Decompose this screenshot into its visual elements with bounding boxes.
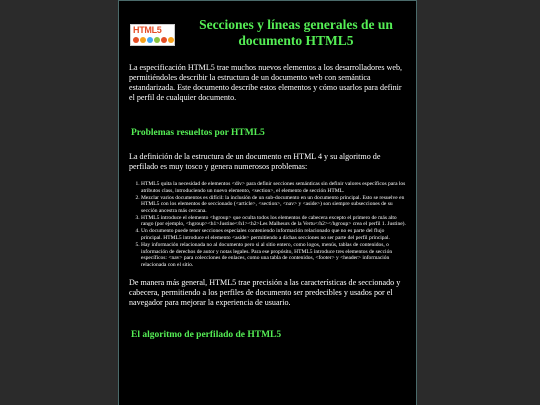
intro-paragraph: La especificación HTML5 trae muchos nuevos elementos a los desarrolladores web, permitiéndoles describir la estructura de un documento web con semántica estandarizada. Este documento describe estos elementos y cómo usarlos para definir el perfil de cualquier documento. [129,63,403,102]
section1-closing: De manera más general, HTML5 trae precisión a las características de seccionado y cabecera, permitiendo a los perfiles de documento ser predecibles y usados por el navegador para mejorar la experiencia de usuario. [129,278,401,308]
logo-text: HTML5 [133,25,162,35]
html5-logo [130,24,175,46]
section-heading-problems: Problemas resueltos por HTML5 [131,128,265,138]
section-heading-algorithm: El algoritmo de perfilado de HTML5 [131,330,282,341]
section1-lead: La definición de la estructura de un documento en HTML 4 y su algoritmo de perfilado es muy tosco y genera numerosos problemas: [129,152,381,171]
document-frame [118,0,417,405]
list-item: 4. Un documento puede tener secciones especiales conteniendo información relacionado que no es parte del flujo principal. HTML5 introduce el elemento <aside> permitiendo a dichas secciones no ser parte del perfil principal. [141,228,406,241]
list-item: 1. HTML5 quita la necesidad de elementos <div> para definir secciones semánticas sin definir valores específicos para los atributos class, introduciendo un nuevo elemento, <section>, el elemento de sección HTML. [141,181,406,194]
list-item: 2. Mezclar varios documentos es difícil: la inclusión de un sub-documento en un documento principal. Esto se resuelve en HTML5 con los elementos de seccionado (<article>, <section>, <nav> y <aside>) son siempre subsecciones de su sección ancestra más cercana. [141,195,406,215]
list-item: 5. Hay información relacionada no al documento pero si al sitio entero, como logos, menús, tablas de contenidos, o información de derechos de autor y notas legales. Para ese propósito, HTML5 introduce tres elementos de sección específicos: <nav> para colecciones de enlaces, como una tabla de contenidos, <footer> y <header> información relacionada con el sitio. [141,242,406,268]
list-item: 3. HTML5 introduce el elemento <hgroup> que oculta todos los elementos de cabecera excepto el primero de más alto rango (por ejemplo, <hgroup><h1>Justine</h1><h2>Les Malheurs de la Vertu</h2></hgroup> crea el perfil 1. Justine). [141,215,406,228]
problems-list [129,181,406,268]
logo-dots [133,37,174,43]
page-header [119,1,416,57]
page-title: Secciones y líneas generales de un documento HTML5 [199,17,393,48]
main-content [119,63,416,340]
